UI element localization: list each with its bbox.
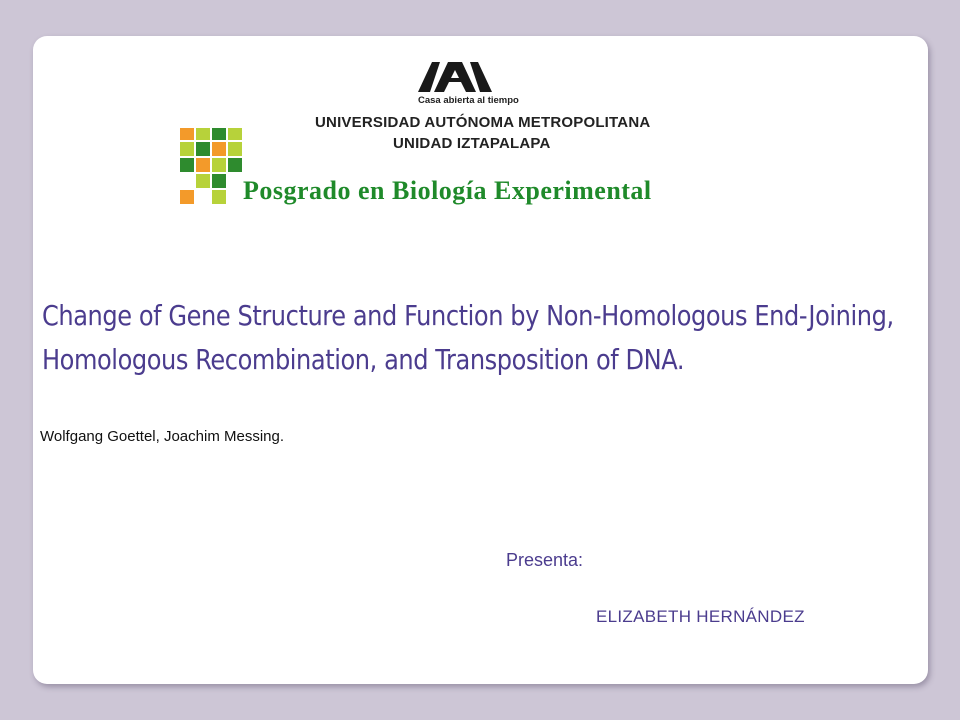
university-name: UNIVERSIDAD AUTÓNOMA METROPOLITANA bbox=[315, 114, 651, 131]
uam-logo-icon bbox=[418, 60, 492, 94]
slide-canvas bbox=[33, 36, 928, 684]
university-unit: UNIDAD IZTAPALAPA bbox=[393, 135, 551, 152]
program-mosaic-logo-icon bbox=[180, 128, 242, 206]
authors: Wolfgang Goettel, Joachim Messing. bbox=[40, 428, 285, 445]
presenter-name: ELIZABETH HERNÁNDEZ bbox=[596, 607, 805, 626]
program-title: Posgrado en Biología Experimental bbox=[243, 176, 652, 205]
presentation-title: Change of Gene Structure and Function by Non-Homologous End-Joining, Homologous Recombination, and Transposition of DNA. bbox=[42, 299, 894, 376]
presenter-label: Presenta: bbox=[506, 550, 584, 570]
uam-tagline: Casa abierta al tiempo bbox=[418, 95, 519, 106]
